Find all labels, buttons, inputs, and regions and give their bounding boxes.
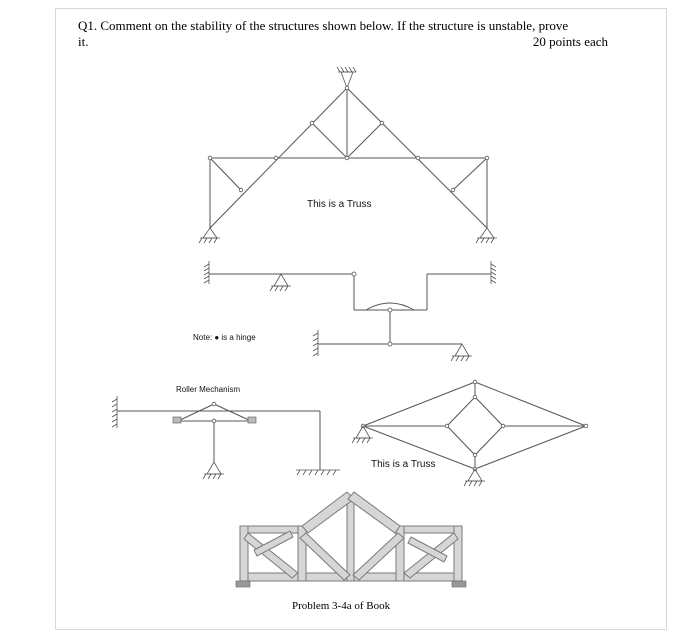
book-truss-structure — [236, 492, 466, 612]
book-truss-feet — [236, 581, 466, 587]
apex-ceiling-support — [337, 67, 356, 88]
roller-mechanism-fixed-base — [296, 470, 340, 475]
truss-bottom-label: This is a Truss — [371, 459, 436, 470]
roller-mechanism-hinges — [212, 402, 216, 423]
book-truss-members — [240, 492, 462, 581]
hinged-frame-lower-pin-support — [451, 344, 472, 361]
truss-top-left-pin-support — [199, 228, 220, 243]
roller-mechanism-members — [117, 404, 320, 470]
hinged-frame-hinges — [352, 272, 392, 346]
hinge-note: Note: ● is a hinge — [193, 333, 256, 342]
hinged-frame-structure — [193, 261, 496, 361]
book-caption: Problem 3-4a of Book — [292, 600, 391, 612]
hinged-frame-left-wall — [204, 261, 209, 284]
hinged-frame-lower-wall — [313, 330, 318, 356]
roller-mechanism-pin-support — [203, 462, 224, 479]
truss-top-structure — [199, 67, 497, 243]
truss-bottom-center-pin-support — [464, 469, 485, 486]
question-line-2: it. — [78, 34, 89, 49]
truss-top-label: This is a Truss — [307, 199, 372, 210]
roller-mechanism-left-wall — [112, 396, 117, 428]
roller-mechanism-label: Roller Mechanism — [176, 385, 241, 394]
truss-top-right-pin-support — [476, 228, 497, 243]
truss-bottom-structure — [352, 380, 588, 486]
hinged-frame-right-wall — [491, 261, 496, 284]
roller-mechanism-structure — [112, 385, 340, 479]
question-line-1: Q1. Comment on the stability of the structures shown below. If the structure is unstable, prove — [78, 18, 569, 33]
points-label: 20 points each — [532, 34, 608, 49]
truss-top-joints — [208, 86, 489, 192]
hinged-frame-upper-pin-support — [270, 274, 291, 291]
